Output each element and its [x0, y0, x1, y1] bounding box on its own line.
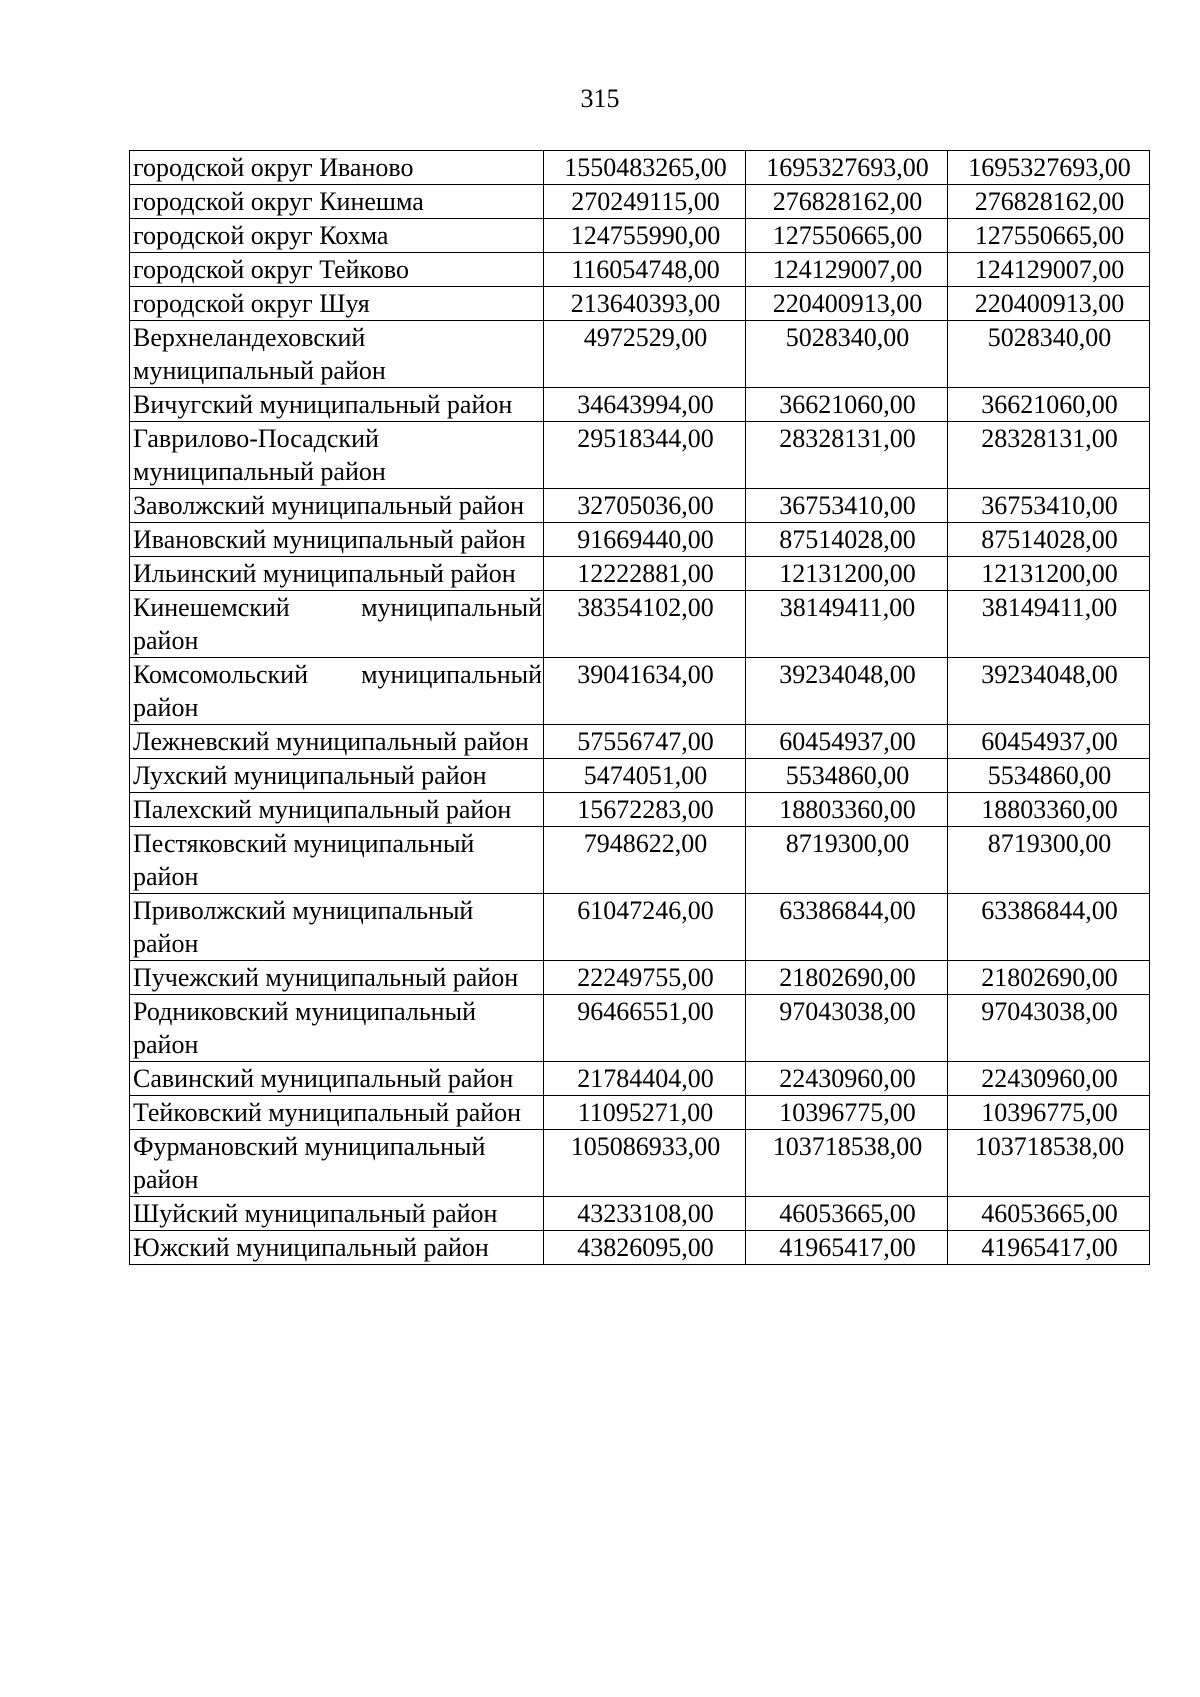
table-row [130, 995, 1150, 1062]
municipality-name: Комсомольский муниципальный район [130, 658, 544, 725]
amount-year-2: 41965417,00 [746, 1231, 948, 1265]
amount-year-2: 1695327693,00 [746, 151, 948, 185]
table-row [130, 151, 1150, 185]
page-number: 315 [580, 84, 620, 113]
table-row [130, 321, 1150, 388]
municipality-name: Приволжский муниципальный район [130, 894, 544, 961]
amount-year-2: 21802690,00 [746, 961, 948, 995]
table-row [130, 388, 1150, 422]
amount-year-3: 63386844,00 [948, 894, 1150, 961]
amount-year-2: 87514028,00 [746, 523, 948, 557]
table-row [130, 523, 1150, 557]
amount-year-2: 12131200,00 [746, 557, 948, 591]
municipality-name: Пучежский муниципальный район [130, 961, 544, 995]
amount-year-1: 32705036,00 [544, 489, 746, 523]
municipality-name: Пестяковский муниципальный район [130, 827, 544, 894]
amount-year-2: 127550665,00 [746, 219, 948, 253]
amount-year-2: 124129007,00 [746, 253, 948, 287]
table-row [130, 253, 1150, 287]
amount-year-1: 96466551,00 [544, 995, 746, 1062]
amount-year-2: 36753410,00 [746, 489, 948, 523]
amount-year-3: 5028340,00 [948, 321, 1150, 388]
amount-year-2: 10396775,00 [746, 1096, 948, 1130]
table-row [130, 557, 1150, 591]
amount-year-3: 36621060,00 [948, 388, 1150, 422]
amount-year-3: 46053665,00 [948, 1197, 1150, 1231]
municipality-name: Гаврилово-Посадский муниципальный район [130, 422, 544, 489]
amount-year-3: 41965417,00 [948, 1231, 1150, 1265]
amount-year-2: 63386844,00 [746, 894, 948, 961]
table-row [130, 185, 1150, 219]
amount-year-2: 46053665,00 [746, 1197, 948, 1231]
amount-year-1: 22249755,00 [544, 961, 746, 995]
amount-year-1: 1550483265,00 [544, 151, 746, 185]
amount-year-3: 87514028,00 [948, 523, 1150, 557]
amount-year-1: 5474051,00 [544, 759, 746, 793]
amount-year-3: 22430960,00 [948, 1062, 1150, 1096]
budget-table [129, 150, 1150, 1265]
amount-year-1: 11095271,00 [544, 1096, 746, 1130]
amount-year-2: 8719300,00 [746, 827, 948, 894]
municipality-name: городской округ Тейково [130, 253, 544, 287]
municipality-name: городской округ Шуя [130, 287, 544, 321]
municipality-name: Ивановский муниципальный район [130, 523, 544, 557]
amount-year-3: 21802690,00 [948, 961, 1150, 995]
municipality-name: Ильинский муниципальный район [130, 557, 544, 591]
amount-year-3: 124129007,00 [948, 253, 1150, 287]
municipality-name: Лухский муниципальный район [130, 759, 544, 793]
table-row [130, 827, 1150, 894]
municipality-name: Родниковский муниципальный район [130, 995, 544, 1062]
amount-year-1: 213640393,00 [544, 287, 746, 321]
amount-year-1: 21784404,00 [544, 1062, 746, 1096]
amount-year-1: 91669440,00 [544, 523, 746, 557]
amount-year-1: 116054748,00 [544, 253, 746, 287]
municipality-name: Палехский муниципальный район [130, 793, 544, 827]
municipality-name: городской округ Иваново [130, 151, 544, 185]
amount-year-3: 28328131,00 [948, 422, 1150, 489]
amount-year-2: 39234048,00 [746, 658, 948, 725]
amount-year-3: 97043038,00 [948, 995, 1150, 1062]
amount-year-3: 39234048,00 [948, 658, 1150, 725]
amount-year-3: 1695327693,00 [948, 151, 1150, 185]
amount-year-2: 18803360,00 [746, 793, 948, 827]
amount-year-3: 38149411,00 [948, 591, 1150, 658]
amount-year-2: 5534860,00 [746, 759, 948, 793]
amount-year-1: 38354102,00 [544, 591, 746, 658]
table-row [130, 961, 1150, 995]
amount-year-3: 8719300,00 [948, 827, 1150, 894]
amount-year-3: 12131200,00 [948, 557, 1150, 591]
table-row [130, 1096, 1150, 1130]
municipality-name: Вичугский муниципальный район [130, 388, 544, 422]
table-row [130, 1197, 1150, 1231]
table-row [130, 287, 1150, 321]
amount-year-3: 103718538,00 [948, 1130, 1150, 1197]
table-row [130, 1062, 1150, 1096]
amount-year-1: 39041634,00 [544, 658, 746, 725]
amount-year-2: 22430960,00 [746, 1062, 948, 1096]
municipality-name: Южский муниципальный район [130, 1231, 544, 1265]
table-row [130, 591, 1150, 658]
municipality-name: Кинешемский муниципальный район [130, 591, 544, 658]
table-row [130, 1130, 1150, 1197]
amount-year-2: 38149411,00 [746, 591, 948, 658]
table-body [130, 151, 1150, 1265]
amount-year-3: 5534860,00 [948, 759, 1150, 793]
amount-year-2: 276828162,00 [746, 185, 948, 219]
amount-year-1: 29518344,00 [544, 422, 746, 489]
municipality-name: Савинский муниципальный район [130, 1062, 544, 1096]
amount-year-2: 28328131,00 [746, 422, 948, 489]
table-row [130, 759, 1150, 793]
amount-year-1: 43233108,00 [544, 1197, 746, 1231]
amount-year-1: 57556747,00 [544, 725, 746, 759]
table-row [130, 793, 1150, 827]
table-row [130, 219, 1150, 253]
amount-year-1: 105086933,00 [544, 1130, 746, 1197]
table-row [130, 894, 1150, 961]
amount-year-1: 61047246,00 [544, 894, 746, 961]
municipality-name: Тейковский муниципальный район [130, 1096, 544, 1130]
municipality-name: городской округ Кохма [130, 219, 544, 253]
amount-year-1: 34643994,00 [544, 388, 746, 422]
table-row [130, 658, 1150, 725]
municipality-name: городской округ Кинешма [130, 185, 544, 219]
amount-year-3: 220400913,00 [948, 287, 1150, 321]
amount-year-3: 276828162,00 [948, 185, 1150, 219]
amount-year-3: 127550665,00 [948, 219, 1150, 253]
amount-year-2: 220400913,00 [746, 287, 948, 321]
amount-year-2: 60454937,00 [746, 725, 948, 759]
amount-year-2: 97043038,00 [746, 995, 948, 1062]
table-row [130, 725, 1150, 759]
amount-year-1: 124755990,00 [544, 219, 746, 253]
amount-year-1: 12222881,00 [544, 557, 746, 591]
table-row [130, 1231, 1150, 1265]
amount-year-3: 60454937,00 [948, 725, 1150, 759]
amount-year-1: 7948622,00 [544, 827, 746, 894]
amount-year-1: 15672283,00 [544, 793, 746, 827]
municipality-name: Заволжский муниципальный район [130, 489, 544, 523]
amount-year-3: 36753410,00 [948, 489, 1150, 523]
municipality-name: Шуйский муниципальный район [130, 1197, 544, 1231]
amount-year-1: 43826095,00 [544, 1231, 746, 1265]
amount-year-3: 10396775,00 [948, 1096, 1150, 1130]
municipality-name: Лежневский муниципальный район [130, 725, 544, 759]
table-row [130, 489, 1150, 523]
amount-year-2: 5028340,00 [746, 321, 948, 388]
amount-year-3: 18803360,00 [948, 793, 1150, 827]
municipality-name: Фурмановский муниципальный район [130, 1130, 544, 1197]
amount-year-1: 4972529,00 [544, 321, 746, 388]
amount-year-2: 36621060,00 [746, 388, 948, 422]
table-row [130, 422, 1150, 489]
amount-year-2: 103718538,00 [746, 1130, 948, 1197]
municipality-name: Верхнеландеховский муниципальный район [130, 321, 544, 388]
amount-year-1: 270249115,00 [544, 185, 746, 219]
